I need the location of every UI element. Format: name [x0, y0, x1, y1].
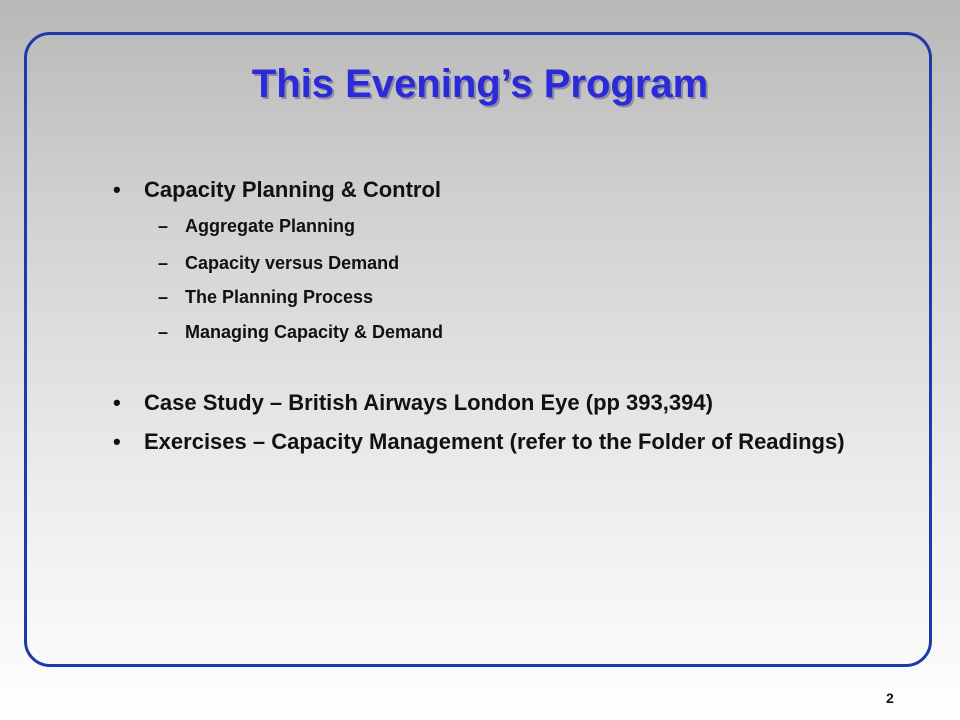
bullet-case-study — [113, 388, 853, 418]
sub-item-marker: – — [158, 287, 169, 307]
bullet-text: Exercises – Capacity Management (refer to the Folder of Readings) — [144, 429, 845, 454]
sub-item-marker: – — [158, 322, 169, 342]
sub-item-text: The Planning Process — [185, 287, 374, 307]
sub-item-aggregate-planning — [158, 215, 355, 237]
bullet-text: Capacity Planning & Control — [144, 177, 442, 202]
slide-title: This Evening’s Program — [251, 62, 709, 106]
bullet-exercises — [113, 427, 863, 457]
sub-item-planning-process — [158, 286, 373, 308]
sub-item-marker: – — [158, 253, 169, 273]
sub-item-text: Aggregate Planning — [185, 216, 356, 236]
slide-frame — [24, 32, 932, 667]
sub-item-text: Capacity versus Demand — [185, 253, 400, 273]
sub-item-managing-capacity — [158, 321, 443, 343]
bullet-marker: • — [113, 390, 121, 415]
bullet-text: Case Study – British Airways London Eye (pp 393,394) — [144, 390, 713, 415]
page-number: 2 — [886, 690, 894, 706]
bullet-capacity-planning — [113, 175, 833, 205]
bullet-marker: • — [113, 429, 121, 454]
sub-item-marker: – — [158, 216, 169, 236]
sub-item-capacity-versus-demand — [158, 252, 399, 274]
bullet-marker: • — [113, 177, 121, 202]
sub-item-text: Managing Capacity & Demand — [185, 322, 444, 342]
